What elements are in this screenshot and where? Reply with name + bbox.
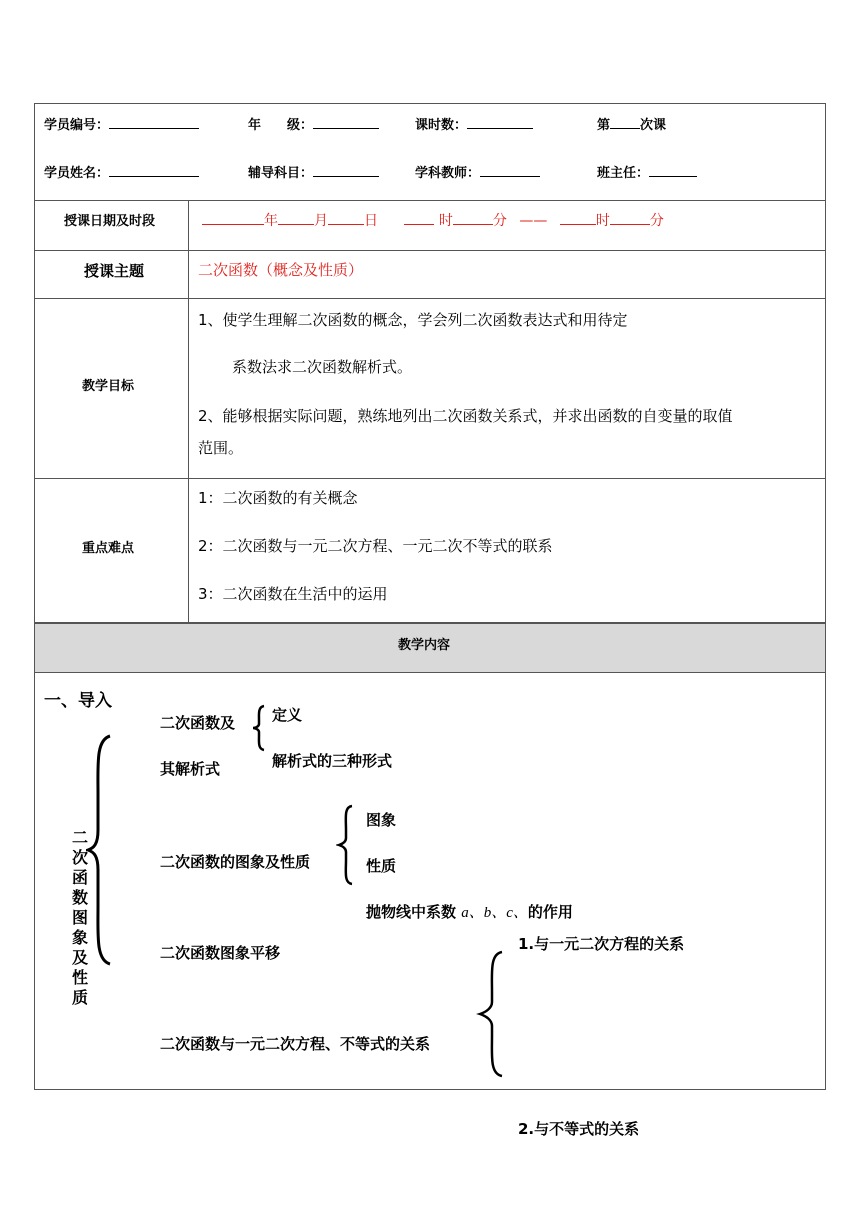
coefficients-vars: a、b、c、 — [461, 905, 528, 921]
teacher-label: 学科教师： — [415, 166, 481, 181]
schedule-min1: 分 — [492, 213, 507, 229]
student-name-field[interactable] — [44, 162, 199, 181]
branch3-label: 二次函数图象平移 — [160, 944, 281, 962]
grade-field[interactable] — [248, 114, 379, 133]
hours-label: 课时数： — [415, 118, 468, 133]
lesson-number-field[interactable] — [597, 114, 666, 133]
goals-label: 教学目标 — [82, 379, 135, 394]
student-id-label: 学员编号： — [44, 118, 110, 133]
branch1-label-line1: 二次函数及 — [160, 714, 236, 732]
branch4-label: 二次函数与一元二次方程、不等式的关系 — [160, 1035, 431, 1053]
subject-label: 辅导科目： — [248, 166, 314, 181]
divider — [34, 250, 826, 251]
big-left-brace-icon — [86, 734, 116, 966]
goals-line-3: 2、能够根据实际问题，熟练地列出二次函数关系式，并求出函数的自变量的取值 — [198, 407, 733, 425]
root-vertical-text: 二次函数图象及性质 — [71, 828, 88, 1007]
key-point-item: 3：二次函数在生活中的运用 — [198, 585, 388, 603]
schedule-year: 年 — [264, 213, 278, 229]
schedule-label: 授课日期及时段 — [64, 214, 156, 229]
branch1-brace-icon — [250, 704, 268, 752]
branch4-brace-icon — [476, 950, 506, 1078]
topic-label: 授课主题 — [84, 262, 145, 280]
branch2-sub-property: 性质 — [366, 857, 397, 875]
lesson-suffix: 次课 — [640, 118, 667, 133]
branch4-sub-equation: 1.与一元二次方程的关系 — [518, 935, 685, 953]
branch1-label-line2: 其解析式 — [160, 760, 221, 778]
divider — [34, 200, 826, 201]
key-point-item: 2：二次函数与一元二次方程、一元二次不等式的联系 — [198, 537, 553, 555]
student-id-field[interactable] — [44, 114, 199, 133]
goals-line-4: 范围。 — [198, 439, 244, 457]
key-point-item: 1：二次函数的有关概念 — [198, 489, 358, 507]
schedule-value[interactable] — [202, 210, 664, 230]
intro-box — [34, 672, 826, 1090]
topic-value: 二次函数（概念及性质） — [198, 261, 364, 279]
schedule-dash: —— — [519, 213, 548, 229]
teacher-field[interactable] — [415, 162, 540, 181]
key-points-label: 重点难点 — [82, 541, 135, 556]
goals-line-2: 系数法求二次函数解析式。 — [232, 358, 413, 376]
student-name-label: 学员姓名： — [44, 166, 110, 181]
divider — [34, 478, 826, 479]
grade-label: 年 级： — [248, 118, 314, 133]
goals-line-1: 1、使学生理解二次函数的概念，学会列二次函数表达式和用待定 — [198, 311, 628, 329]
divider — [34, 298, 826, 299]
branch1-sub-definition: 定义 — [272, 706, 303, 724]
branch2-sub-coefficients — [366, 901, 573, 922]
schedule-day: 日 — [364, 213, 378, 229]
schedule-hour2: 时 — [595, 213, 610, 229]
coefficients-prefix: 抛物线中系数 — [366, 903, 457, 921]
head-teacher-field[interactable] — [597, 162, 697, 181]
hours-field[interactable] — [415, 114, 533, 133]
branch4-sub-inequality: 2.与不等式的关系 — [518, 1120, 640, 1138]
content-header-title: 教学内容 — [398, 638, 451, 653]
coefficients-suffix: 的作用 — [527, 903, 573, 921]
schedule-month: 月 — [314, 213, 328, 229]
intro-heading: 一、导入 — [44, 691, 112, 711]
branch2-brace-icon — [336, 804, 356, 886]
branch2-label: 二次函数的图象及性质 — [160, 853, 311, 871]
label-column-divider — [188, 200, 189, 623]
branch1-sub-forms: 解析式的三种形式 — [272, 752, 393, 770]
branch2-sub-graph: 图象 — [366, 811, 397, 829]
subject-field[interactable] — [248, 162, 379, 181]
lesson-prefix: 第 — [597, 118, 611, 133]
schedule-min2: 分 — [649, 213, 664, 229]
head-teacher-label: 班主任： — [597, 166, 650, 181]
schedule-hour1: 时 — [438, 213, 453, 229]
